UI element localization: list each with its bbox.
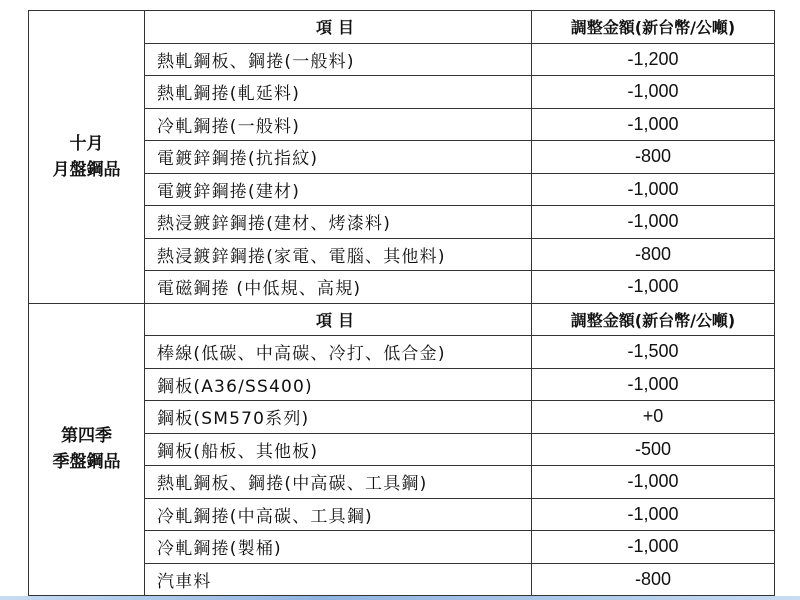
item-name-cell: 汽車料: [145, 563, 532, 596]
table-body: [29, 11, 775, 596]
adjustment-amount-cell: +0: [532, 401, 775, 434]
adjustment-amount-cell: -800: [532, 141, 775, 174]
item-name-cell: 鋼板(A36/SS400): [145, 368, 532, 401]
item-name-cell: 熱浸鍍鋅鋼捲(家電、電腦、其他料): [145, 238, 532, 271]
item-name-cell: 棒線(低碳、中高碳、冷打、低合金): [145, 336, 532, 369]
adjustment-amount-cell: -1,000: [532, 466, 775, 499]
group-label-line1: 第四季: [61, 426, 112, 447]
adjustment-amount-cell: -800: [532, 563, 775, 596]
table-header-row: [29, 11, 775, 44]
group-label-line2: 月盤鋼品: [52, 159, 121, 180]
group-label-line1: 十月: [69, 133, 104, 154]
column-header-item: 項目: [145, 303, 532, 336]
adjustment-amount-cell: -1,500: [532, 336, 775, 369]
column-header-amount: 調整金額(新台幣/公噸): [532, 303, 775, 336]
bottom-divider: [0, 596, 800, 600]
adjustment-amount-cell: -1,000: [532, 108, 775, 141]
adjustment-amount-cell: -1,000: [532, 76, 775, 109]
group-label-line2: 季盤鋼品: [52, 452, 121, 473]
adjustment-amount-cell: -1,000: [532, 271, 775, 304]
item-name-cell: 熱軋鋼板、鋼捲(中高碳、工具鋼): [145, 466, 532, 499]
adjustment-amount-cell: -1,000: [532, 206, 775, 239]
item-name-cell: 熱軋鋼捲(軋延料): [145, 76, 532, 109]
item-name-cell: 熱軋鋼板、鋼捲(一般料): [145, 43, 532, 76]
item-name-cell: 熱浸鍍鋅鋼捲(建材、烤漆料): [145, 206, 532, 239]
group-label: [29, 11, 145, 304]
adjustment-amount-cell: -1,000: [532, 173, 775, 206]
adjustment-amount-cell: -1,200: [532, 43, 775, 76]
table-header-row: [29, 303, 775, 336]
adjustment-amount-cell: -800: [532, 238, 775, 271]
group-label: [29, 303, 145, 596]
adjustment-amount-cell: -500: [532, 433, 775, 466]
column-header-item: 項目: [145, 11, 532, 44]
adjustment-amount-cell: -1,000: [532, 368, 775, 401]
item-name-cell: 鋼板(船板、其他板): [145, 433, 532, 466]
price-adjustment-table: [28, 10, 775, 596]
column-header-amount: 調整金額(新台幣/公噸): [532, 11, 775, 44]
item-name-cell: 冷軋鋼捲(中高碳、工具鋼): [145, 498, 532, 531]
adjustment-amount-cell: -1,000: [532, 531, 775, 564]
item-name-cell: 鋼板(SM570系列): [145, 401, 532, 434]
item-name-cell: 冷軋鋼捲(一般料): [145, 108, 532, 141]
item-name-cell: 冷軋鋼捲(製桶): [145, 531, 532, 564]
item-name-cell: 電鍍鋅鋼捲(建材): [145, 173, 532, 206]
item-name-cell: 電鍍鋅鋼捲(抗指紋): [145, 141, 532, 174]
adjustment-amount-cell: -1,000: [532, 498, 775, 531]
item-name-cell: 電磁鋼捲 (中低規、高規): [145, 271, 532, 304]
